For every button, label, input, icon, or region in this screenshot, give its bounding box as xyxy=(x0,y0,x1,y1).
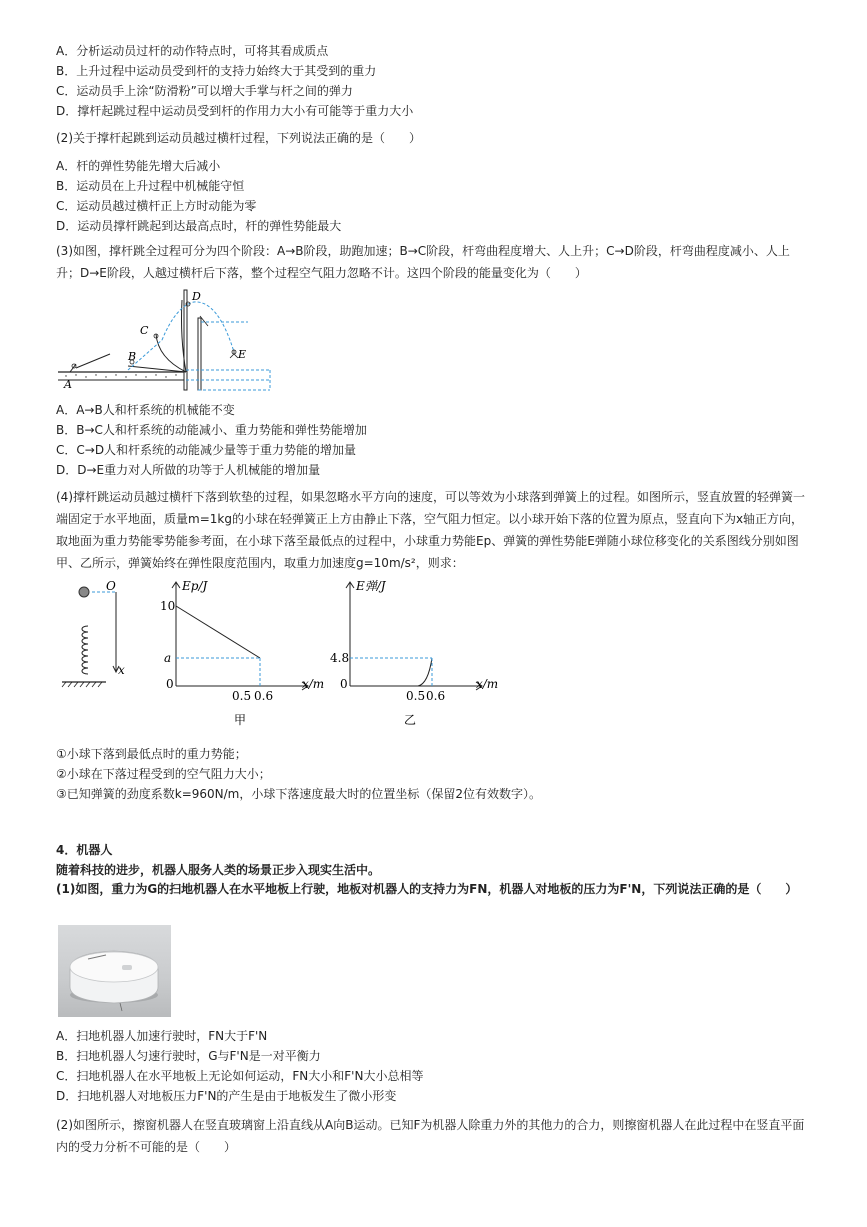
q3-option-b: B．B→C人和杆系统的动能减小、重力势能和弹性势能增加 xyxy=(56,423,367,437)
graph-yi-xlabel: x/m xyxy=(476,677,499,691)
graph-jia-ep-line xyxy=(176,606,260,658)
figure-label-b: B xyxy=(128,350,137,363)
q3-option-a: A．A→B人和杆系统的机械能不变 xyxy=(56,403,235,417)
figure-label-e: E xyxy=(238,348,247,361)
graph-yi-caption: 乙 xyxy=(404,713,417,727)
graph-jia-ylabel: Ep/J xyxy=(182,579,208,593)
pole-vault-figure xyxy=(58,288,274,392)
robot-q1-stem: (1)如图，重力为G的扫地机器人在水平地板上行驶，地板对机器人的支持力为FN，机器人对地板的压力为F'N，下列说法正确的是（ ） xyxy=(56,882,798,896)
robot-q2-stem: (2)如图所示，擦窗机器人在竖直玻璃窗上沿直线从A向B运动。已知F为机器人除重力外的其他力的合力，则擦窗机器人在此过程中在竖直平面内的受力分析不可能的是（ ） xyxy=(56,1118,805,1154)
spring-origin-label: O xyxy=(106,579,116,593)
q2-stem: (2)关于撑杆起跳到运动员越过横杆过程，下列说法正确的是（ ） xyxy=(56,131,422,145)
q2-option-c: C．运动员越过横杆正上方时动能为零 xyxy=(56,199,257,213)
graph-yi xyxy=(330,576,510,728)
figure-label-c: C xyxy=(140,324,149,337)
graph-yi-elastic-curve xyxy=(418,658,432,686)
graph-jia-xtick-05: 0.5 xyxy=(232,689,252,703)
graph-yi-ytick-48: 4.8 xyxy=(330,651,350,665)
q1-option-a: A．分析运动员过杆的动作特点时，可将其看成质点 xyxy=(56,44,329,58)
section-intro: 随着科技的进步，机器人服务人类的场景正步入现实生活中。 xyxy=(56,863,381,877)
q4-stem: (4)撑杆跳运动员越过横杆下落到软垫的过程，如果忽略水平方向的速度，可以等效为小球落到弹簧上的过程。如图所示，竖直放置的轻弹簧一端固定于水平地面，质量m=1kg的小球在轻弹簧正上方由静止下落，空气阻力恒定。以小球开始下落的位置为原点，竖直向下为x轴正方向，取地面为重力势能零势能参考面，在小球下落至最低点的过程中，小球重力势能Ep、弹簧的弹性势能E弹随小球位移变化的关系图线分别如图甲、乙所示，弹簧始终在弹性限度范围内，取重力加速度g=10m/s²，则求： xyxy=(56,490,806,570)
q2-option-d: D．运动员撑杆跳起到达最高点时，杆的弹性势能最大 xyxy=(56,219,342,233)
graph-jia-xtick-06: 0.6 xyxy=(254,689,274,703)
q4-sub-3: ③已知弹簧的劲度系数k=960N/m，小球下落速度最大时的位置坐标（保留2位有效数字）。 xyxy=(56,787,542,801)
q2-option-b: B．运动员在上升过程中机械能守恒 xyxy=(56,179,245,193)
q2-option-a: A．杆的弹性势能先增大后减小 xyxy=(56,159,221,173)
q3-stem: (3)如图，撑杆跳全过程可分为四个阶段：A→B阶段，助跑加速；B→C阶段，杆弯曲程度增大、人上升；C→D阶段，杆弯曲程度减小、人上升；D→E阶段，人越过横杆后下落，整个过程空气阻力忽略不计。这四个阶段的能量变化为（ ） xyxy=(56,244,790,280)
graph-jia-ytick-a: a xyxy=(164,651,172,665)
section-title: 4．机器人 xyxy=(56,843,113,857)
q3-option-c: C．C→D人和杆系统的动能减少量等于重力势能的增加量 xyxy=(56,443,357,457)
graph-jia xyxy=(156,576,336,728)
graph-jia-ytick-0: 0 xyxy=(166,677,174,691)
robot-q1-option-b: B．扫地机器人匀速行驶时，G与F'N是一对平衡力 xyxy=(56,1049,321,1063)
q1-option-b: B．上升过程中运动员受到杆的支持力始终大于其受到的重力 xyxy=(56,64,377,78)
graph-yi-ytick-0: 0 xyxy=(340,677,348,691)
graph-jia-xlabel: x/m xyxy=(302,677,325,691)
q4-sub-2: ②小球在下落过程受到的空气阻力大小； xyxy=(56,767,271,781)
graph-yi-ylabel: E弹/J xyxy=(356,579,386,593)
graph-yi-xtick-05: 0.5 xyxy=(406,689,426,703)
graph-jia-ytick-10: 10 xyxy=(160,599,176,613)
q1-option-d: D．撑杆起跳过程中运动员受到杆的作用力大小有可能等于重力大小 xyxy=(56,104,414,118)
graph-jia-caption: 甲 xyxy=(234,713,247,727)
figure-label-d: D xyxy=(192,290,201,303)
robot-q1-option-a: A．扫地机器人加速行驶时，FN大于F'N xyxy=(56,1029,268,1043)
q1-option-c: C．运动员手上涂“防滑粉”可以增大手掌与杆之间的弹力 xyxy=(56,84,353,98)
robot-q1-option-d: D．扫地机器人对地板压力F'N的产生是由于地板发生了微小形变 xyxy=(56,1089,397,1103)
robot-q1-option-c: C．扫地机器人在水平地板上无论如何运动，FN大小和F'N大小总相等 xyxy=(56,1069,424,1083)
figure-label-a: A xyxy=(64,378,72,391)
spring-ball-figure xyxy=(58,578,130,690)
q3-option-d: D．D→E重力对人所做的功等于人机械能的增加量 xyxy=(56,463,321,477)
q4-sub-1: ①小球下落到最低点时的重力势能； xyxy=(56,747,247,761)
spring-axis-label: x xyxy=(118,663,125,677)
graph-yi-xtick-06: 0.6 xyxy=(426,689,446,703)
robot-vacuum-photo xyxy=(58,925,171,1017)
